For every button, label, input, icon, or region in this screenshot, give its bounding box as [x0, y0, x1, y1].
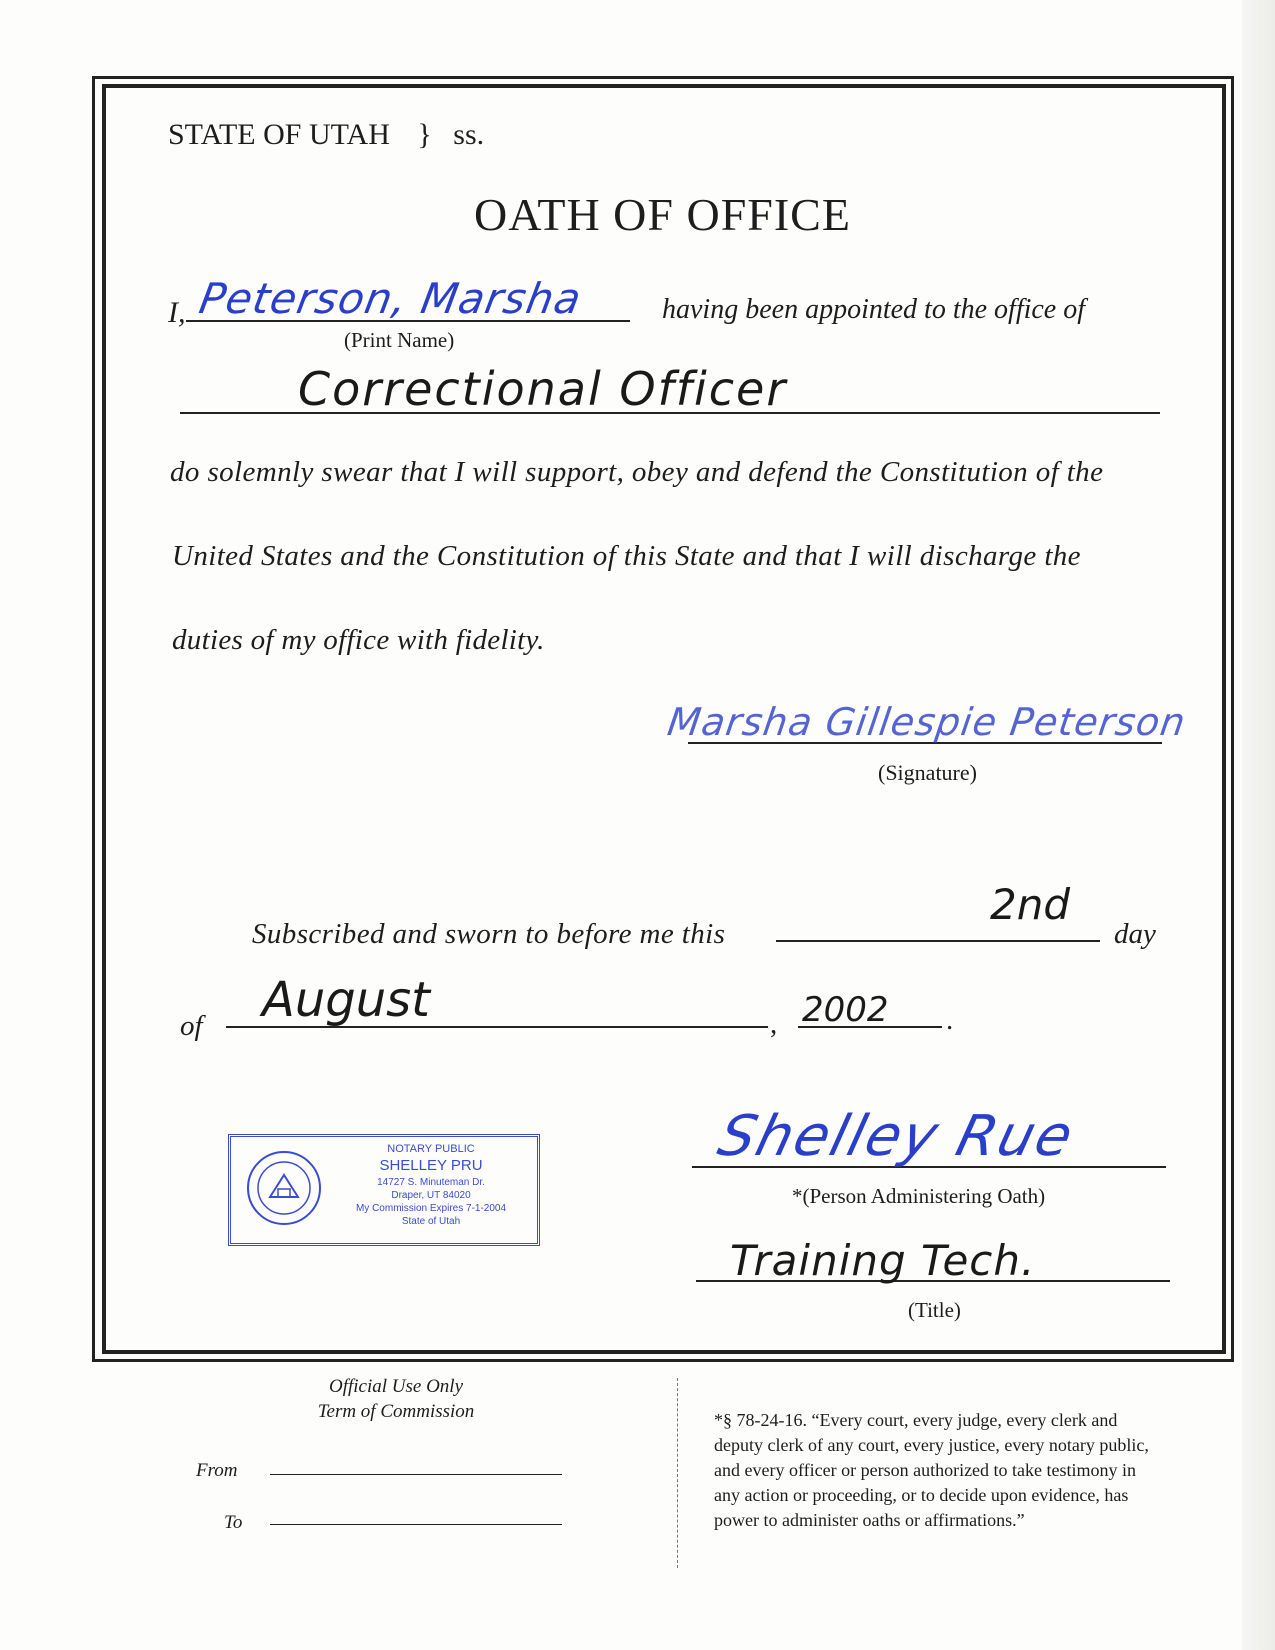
state-seal-icon	[245, 1149, 323, 1227]
day-label: day	[1114, 918, 1156, 950]
signature-label: (Signature)	[878, 760, 977, 785]
page-title: OATH OF OFFICE	[474, 189, 851, 240]
to-field[interactable]	[270, 1524, 562, 1525]
from-field[interactable]	[270, 1474, 562, 1475]
office-handwriting: Correctional Officer	[298, 362, 788, 416]
page-edge-shadow	[1242, 0, 1275, 1650]
year-handwriting: 2002	[802, 990, 889, 1030]
administrator-label: *(Person Administering Oath)	[792, 1184, 1046, 1208]
to-label: To	[224, 1512, 243, 1533]
footnote-line-1: *§ 78-24-16. “Every court, every judge, every clerk and	[714, 1410, 1118, 1430]
official-use-title: Official Use Only	[328, 1376, 464, 1397]
footer-divider	[677, 1378, 678, 1568]
ss-abbrev: ss.	[453, 118, 485, 151]
month-handwriting: August	[262, 972, 430, 1028]
from-label: From	[196, 1460, 238, 1481]
footnote-line-4: any action or proceeding, or to decide upon evidence, has	[714, 1485, 1129, 1505]
state-bracket: }	[417, 118, 432, 151]
day-line	[776, 940, 1100, 942]
footnote-line-3: and every officer or person authorized to take testimony in	[714, 1460, 1137, 1480]
appointed-text: having been appointed to the office of	[662, 294, 1086, 325]
state-name: STATE OF UTAH	[168, 118, 390, 151]
oath-line-1: do solemnly swear that I will support, obey and defend the Constitution of the	[170, 456, 1104, 488]
month-comma: ,	[770, 1008, 778, 1040]
oath-line-2: United States and the Constitution of this State and that I will discharge the	[172, 540, 1081, 572]
stamp-line-2: SHELLEY PRU	[379, 1157, 483, 1174]
notary-stamp	[228, 1134, 540, 1246]
oath-prefix: I,	[168, 296, 186, 329]
year-period: .	[946, 1004, 954, 1036]
administrator-signature: Shelley Rue	[711, 1104, 1081, 1169]
title-label: (Title)	[908, 1298, 961, 1322]
day-handwriting: 2nd	[990, 880, 1071, 929]
footnote-line-2: deputy clerk of any court, every justice, every notary public,	[714, 1435, 1149, 1455]
term-of-commission-title: Term of Commission	[317, 1401, 475, 1422]
name-handwriting: Peterson, Marsha	[195, 274, 586, 323]
stamp-line-6: State of Utah	[401, 1216, 461, 1227]
stamp-line-4: Draper, UT 84020	[391, 1190, 471, 1201]
signature-handwriting: Marsha Gillespie Peterson	[664, 700, 1189, 744]
statute-footnote	[714, 1408, 1149, 1533]
stamp-line-5: My Commission Expires 7-1-2004	[355, 1203, 507, 1214]
of-label: of	[180, 1010, 203, 1042]
stamp-line-1: NOTARY PUBLIC	[387, 1143, 475, 1155]
state-heading	[168, 118, 484, 152]
oath-line-3: duties of my office with fidelity.	[172, 624, 545, 656]
sworn-text: Subscribed and sworn to before me this	[252, 918, 726, 950]
name-label: (Print Name)	[344, 328, 455, 352]
footnote-line-5: power to administer oaths or affirmations.”	[714, 1510, 1025, 1530]
stamp-line-3: 14727 S. Minuteman Dr.	[377, 1177, 485, 1188]
title-handwriting: Training Tech.	[730, 1236, 1036, 1285]
